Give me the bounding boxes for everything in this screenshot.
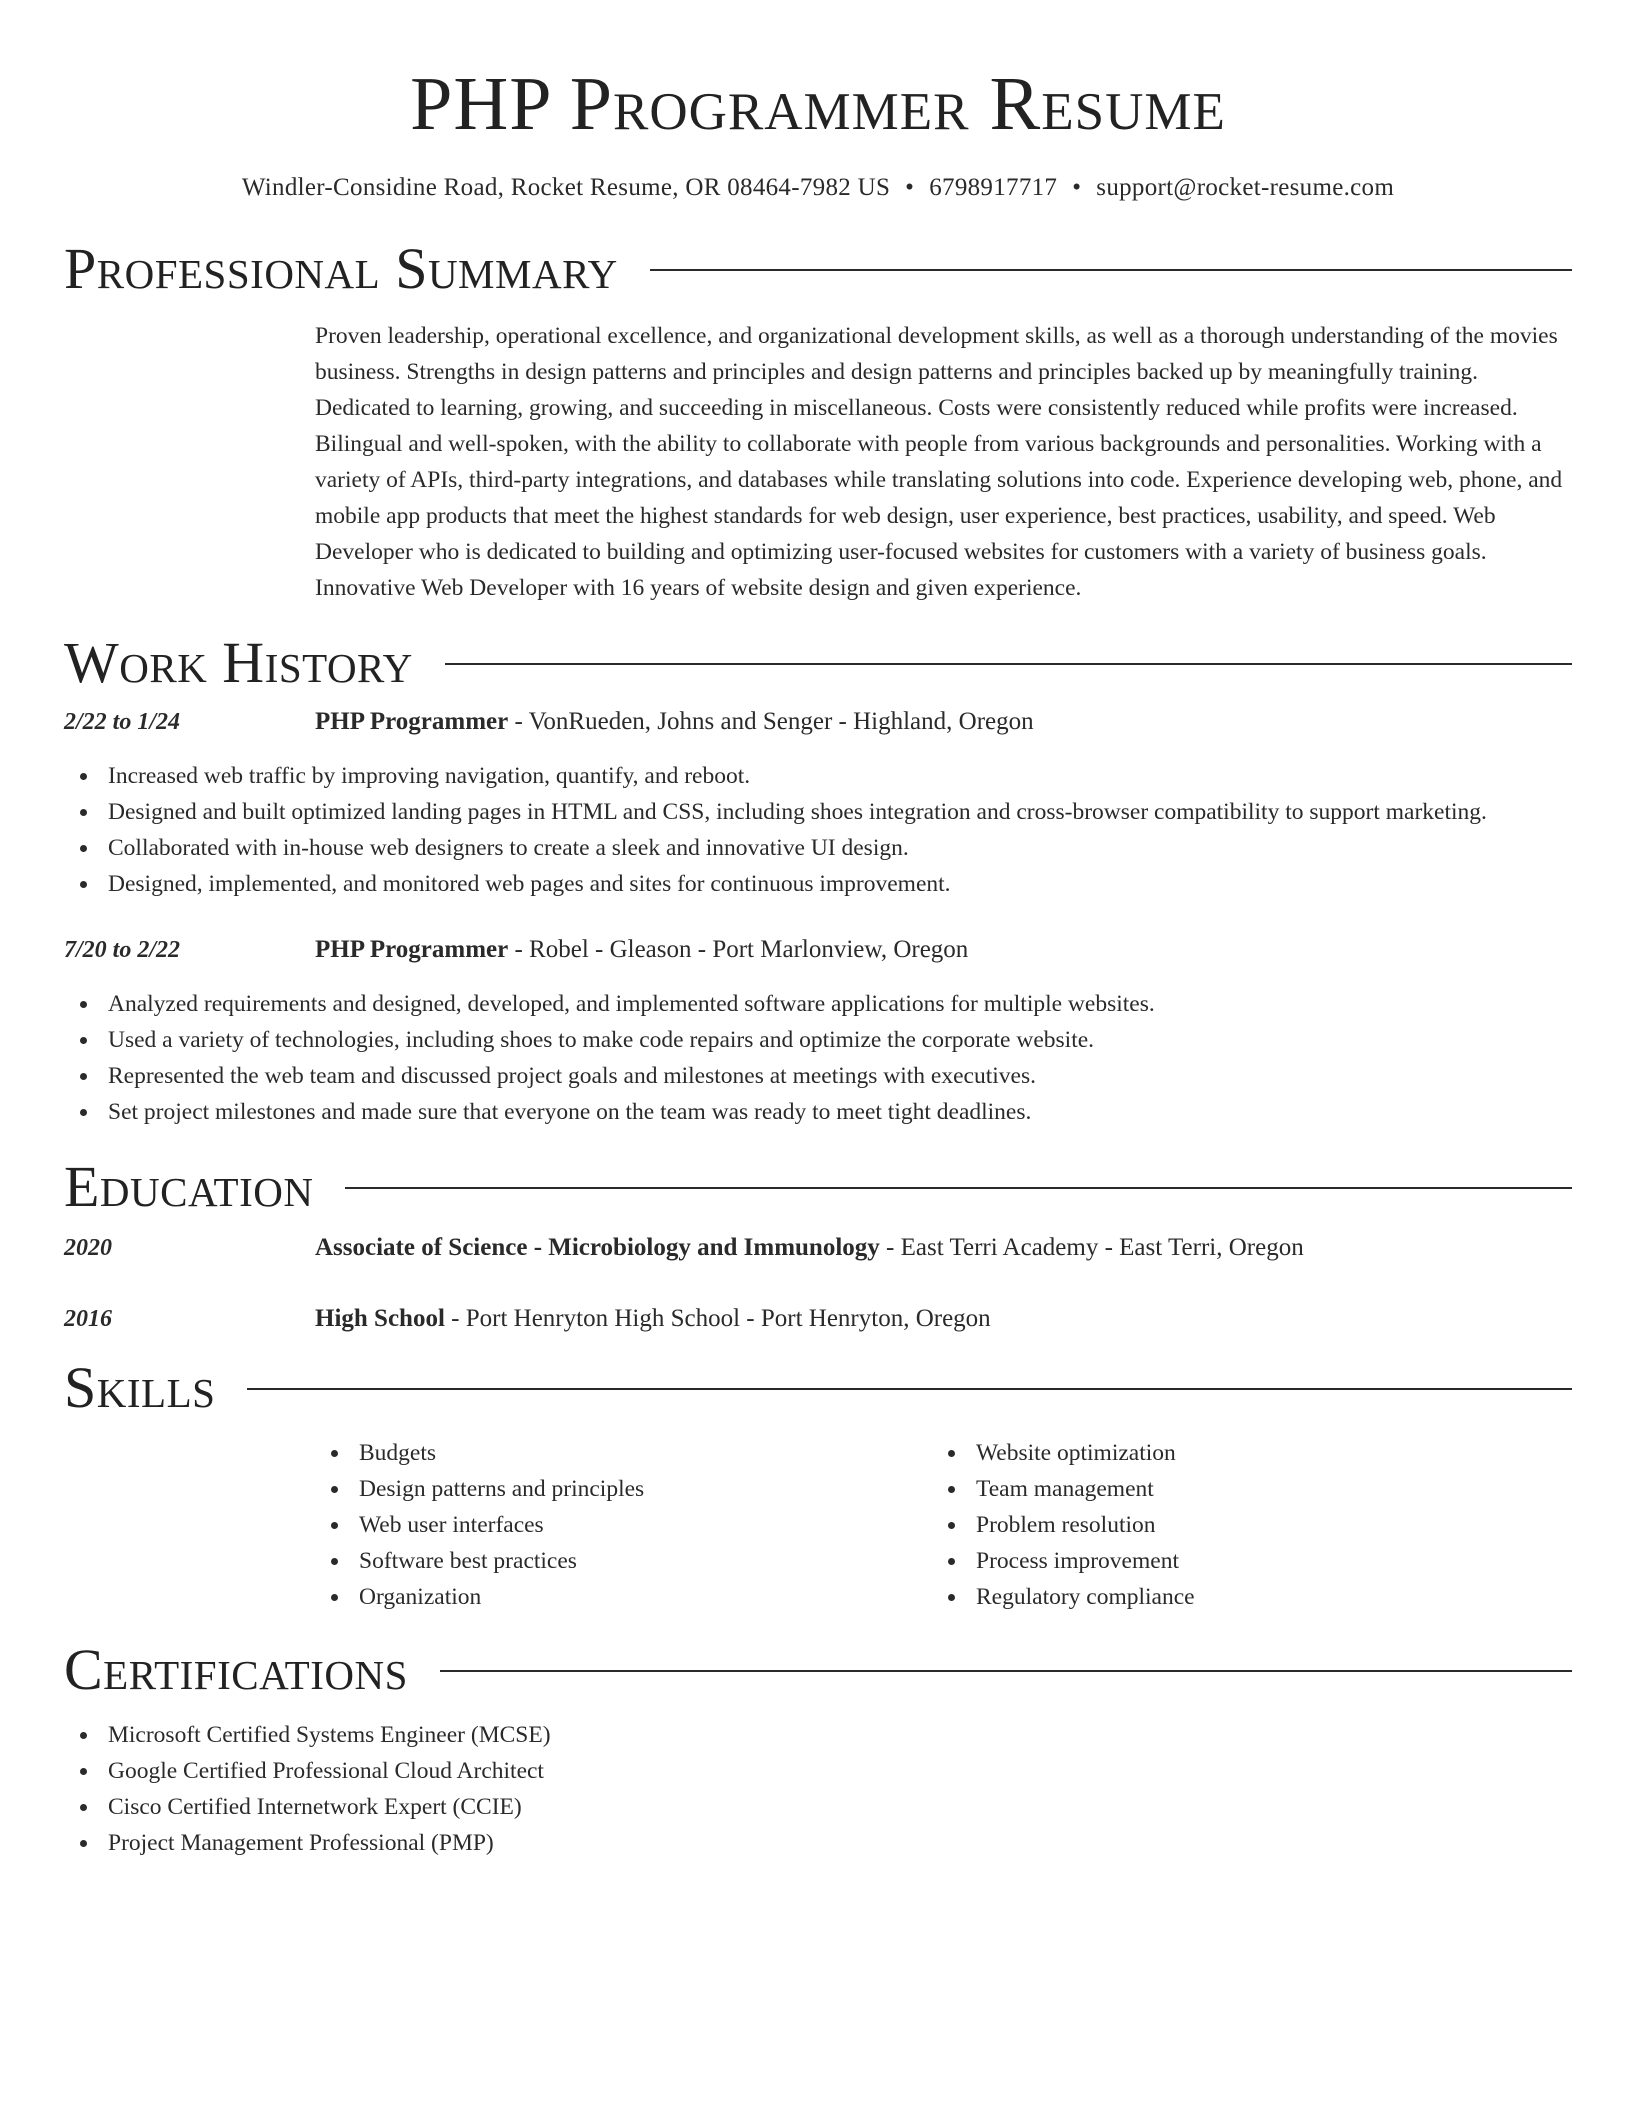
work-entry-header (64, 932, 1572, 968)
degree-name: Associate of Science - Microbiology and Immunology (315, 1234, 880, 1261)
work-entry (64, 704, 1572, 902)
list-item: Project Management Professional (PMP) (64, 1825, 1572, 1861)
phone-text: 6798917717 (929, 174, 1058, 201)
separator-bullet: • (1072, 174, 1082, 201)
summary-heading: Professional Summary (64, 236, 618, 301)
list-item: Set project milestones and made sure that everyone on the team was ready to meet tight deadlines. (64, 1094, 1572, 1130)
job-role: PHP Programmer (315, 936, 509, 963)
list-item: Website optimization (932, 1435, 1549, 1471)
list-item: Software best practices (315, 1543, 932, 1579)
degree-name: High School (315, 1305, 445, 1332)
job-details: - VonRueden, Johns and Senger - Highland, Oregon (508, 708, 1034, 735)
summary-section-header (64, 238, 1572, 300)
list-item: Designed and built optimized landing pages in HTML and CSS, including shoes integration and cross-browser compatibility to support marketing. (64, 794, 1572, 830)
work-dates: 2/22 to 1/24 (64, 709, 181, 735)
certifications-list (64, 1717, 1572, 1861)
certifications-heading: Certifications (64, 1637, 408, 1702)
summary-text: Proven leadership, operational excellence, and organizational development skills, as well as a thorough understanding of the movies business. Strengths in design patterns and principles and design patterns and principles backed up by meaningfully training. Dedicated to learning, growing, and succeeding in miscellaneous. Costs were consistently reduced while profits were increased. Bilingual and well-spoken, with the ability to collaborate with people from various backgrounds and personalities. Working with a variety of APIs, third-party integrations, and databases while translating solutions into code. Experience developing web, phone, and mobile app products that meet the highest standards for web design, user experience, best practices, usability, and speed. Web Developer who is dedicated to building and optimizing user-focused websites for customers with a variety of business goals. Innovative Web Developer with 16 years of website design and given experience. (315, 323, 1563, 601)
list-item: Process improvement (932, 1543, 1549, 1579)
separator-bullet: • (905, 174, 915, 201)
education-entry (64, 1230, 1572, 1266)
list-item: Microsoft Certified Systems Engineer (MCSE) (64, 1717, 1572, 1753)
list-item: Web user interfaces (315, 1507, 932, 1543)
education-entry (64, 1301, 1572, 1337)
section-divider (440, 1670, 1572, 1672)
work-heading: Work History (64, 630, 413, 695)
contact-line (64, 172, 1572, 204)
email-link[interactable]: support@rocket-resume.com (1096, 174, 1395, 201)
work-section-header (64, 632, 1572, 694)
work-bullet-list (64, 986, 1572, 1130)
list-item: Collaborated with in-house web designers to create a sleek and innovative UI design. (64, 830, 1572, 866)
section-divider (650, 269, 1572, 271)
education-line (315, 1230, 1572, 1266)
skills-list-right (932, 1435, 1549, 1615)
list-item: Represented the web team and discussed project goals and milestones at meetings with executives. (64, 1058, 1572, 1094)
list-item: Team management (932, 1471, 1549, 1507)
job-role: PHP Programmer (315, 708, 509, 735)
resume-title: PHP Programmer Resume (410, 62, 1226, 146)
education-year: 2016 (64, 1306, 112, 1332)
skills-columns (315, 1435, 1572, 1615)
list-item: Design patterns and principles (315, 1471, 932, 1507)
skills-heading: Skills (64, 1355, 216, 1420)
work-entry (64, 932, 1572, 1130)
list-item: Designed, implemented, and monitored web pages and sites for continuous improvement. (64, 866, 1572, 902)
education-section-header (64, 1156, 1572, 1218)
list-item: Used a variety of technologies, including shoes to make code repairs and optimize the corporate website. (64, 1022, 1572, 1058)
work-dates: 7/20 to 2/22 (64, 937, 181, 963)
work-title-line (315, 704, 1572, 740)
list-item: Regulatory compliance (932, 1579, 1549, 1615)
list-item: Budgets (315, 1435, 932, 1471)
section-divider (247, 1388, 1572, 1390)
work-bullet-list (64, 758, 1572, 902)
education-line (315, 1301, 1572, 1337)
section-divider (345, 1187, 1572, 1189)
education-heading: Education (64, 1154, 314, 1219)
job-details: - Robel - Gleason - Port Marlonview, Oregon (508, 936, 969, 963)
work-entry-header (64, 704, 1572, 740)
work-title-line (315, 932, 1572, 968)
list-item: Problem resolution (932, 1507, 1549, 1543)
skills-section-header (64, 1357, 1572, 1419)
section-divider (445, 663, 1572, 665)
list-item: Organization (315, 1579, 932, 1615)
list-item: Increased web traffic by improving navigation, quantify, and reboot. (64, 758, 1572, 794)
skills-list-left (315, 1435, 932, 1615)
list-item: Analyzed requirements and designed, developed, and implemented software applications for multiple websites. (64, 986, 1572, 1022)
education-year: 2020 (64, 1235, 112, 1261)
school-details: - East Terri Academy - East Terri, Oregon (879, 1234, 1304, 1261)
school-details: - Port Henryton High School - Port Henryton, Oregon (444, 1305, 991, 1332)
resume-page (64, 0, 1572, 1861)
certifications-section-header (64, 1639, 1572, 1701)
address-text: Windler-Considine Road, Rocket Resume, OR 08464-7982 US (241, 174, 891, 201)
list-item: Google Certified Professional Cloud Architect (64, 1753, 1572, 1789)
list-item: Cisco Certified Internetwork Expert (CCIE) (64, 1789, 1572, 1825)
